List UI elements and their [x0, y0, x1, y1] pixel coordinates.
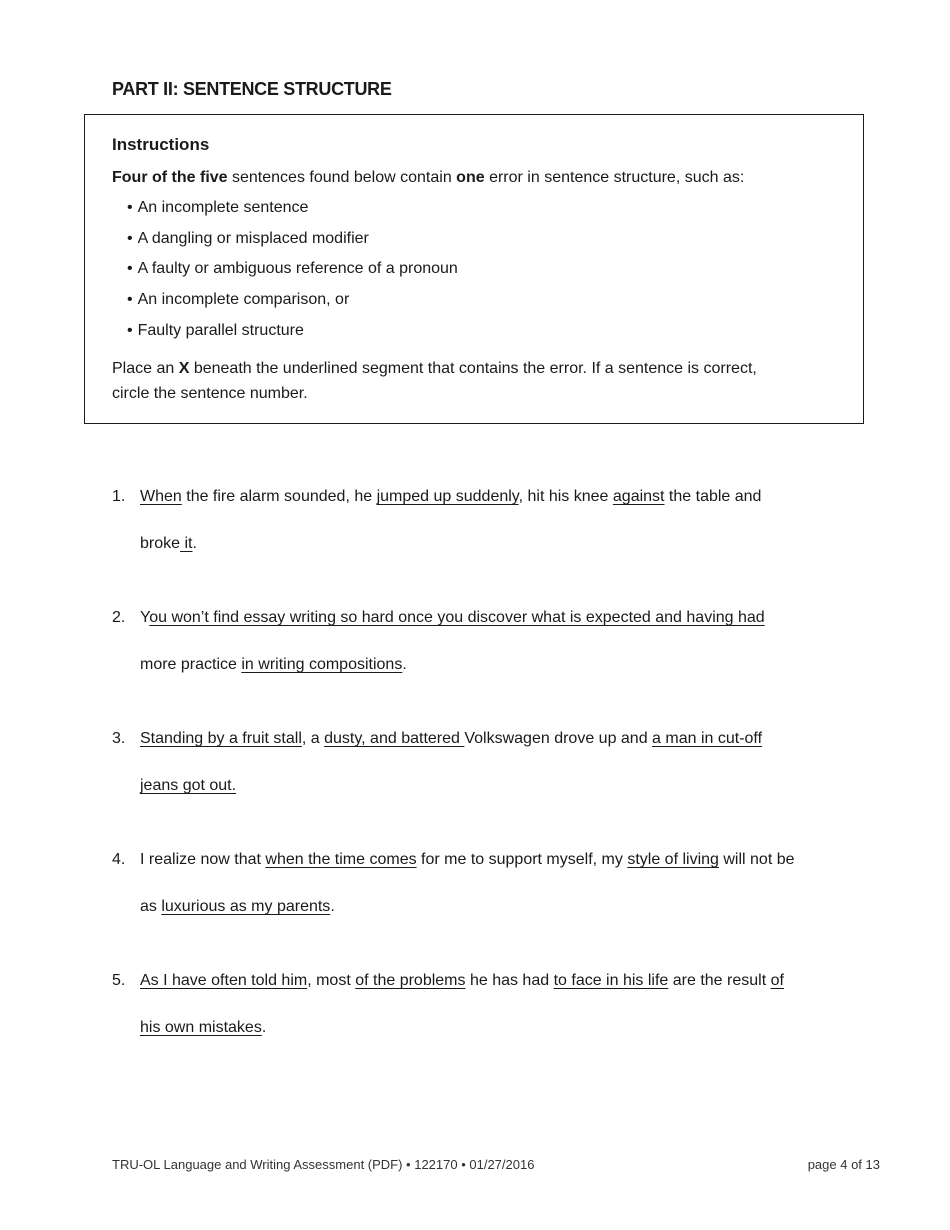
error-type-item: • A dangling or misplaced modifier — [127, 228, 458, 259]
underlined-segment[interactable]: in writing compositions — [241, 656, 403, 673]
underlined-segment[interactable]: luxurious as my parents — [161, 898, 331, 915]
footer-document-info: TRU-OL Language and Writing Assessment (PDF) • 122170 • 01/27/2016 — [112, 1157, 535, 1172]
intro-text: sentences found below contain — [227, 169, 457, 186]
underlined-segment[interactable]: of his own mistakes — [140, 972, 784, 1036]
sentence-text — [140, 594, 800, 688]
sentence-text — [140, 473, 800, 567]
sentence-fragment: , hit his knee — [518, 488, 613, 505]
error-types-list — [127, 197, 458, 350]
sentence-fragment: more practice — [140, 656, 242, 673]
error-type-item: • An incomplete sentence — [127, 197, 458, 228]
underlined-segment[interactable]: style of living — [627, 851, 719, 868]
intro-emphasis-one: one — [456, 169, 485, 186]
sentence-text — [140, 836, 800, 930]
sentence-text — [140, 715, 800, 809]
error-type-item: • Faulty parallel structure — [127, 320, 458, 351]
instructions-box — [84, 114, 864, 424]
sentence-fragment: the fire alarm sounded, he — [181, 488, 377, 505]
underlined-segment[interactable]: As I have often told him — [140, 972, 308, 989]
sentence-fragment: are the result — [668, 972, 771, 989]
underlined-segment[interactable]: it — [180, 535, 193, 552]
sentence-fragment: . — [330, 898, 335, 915]
instructions-intro — [112, 169, 744, 187]
sentence-fragment: the table and broke — [140, 488, 762, 552]
sentence-fragment: . — [402, 656, 407, 673]
part-title: PART II: SENTENCE STRUCTURE — [112, 79, 392, 99]
sentence-number[interactable]: 5. — [112, 972, 126, 989]
sentence-fragment: . — [261, 1019, 267, 1036]
placement-text-end: beneath the underlined segment that contains the error. If a sentence is correct, circle the sentence number. — [112, 360, 757, 402]
footer-page-number: page 4 of 13 — [807, 1157, 880, 1172]
underlined-segment[interactable]: a man in cut-off jeans got out. — [140, 730, 763, 794]
sentence-fragment: Y — [140, 609, 150, 626]
sentence-fragment: . — [192, 535, 197, 552]
sentence-fragment: for me to support myself, my — [416, 851, 628, 868]
underlined-segment[interactable]: ou won’t find essay writing so hard once you discover what is expected and having had — [149, 609, 765, 626]
instructions-placement — [112, 356, 772, 406]
sentence-number[interactable]: 2. — [112, 609, 126, 626]
sentence-number[interactable]: 4. — [112, 851, 126, 868]
sentence-number[interactable]: 1. — [112, 488, 126, 505]
sentence-text — [140, 957, 800, 1051]
intro-text-end: error in sentence structure, such as: — [484, 169, 745, 186]
error-type-item: • A faulty or ambiguous reference of a pronoun — [127, 258, 458, 289]
underlined-segment[interactable]: When — [140, 488, 182, 505]
error-type-item: • An incomplete comparison, or — [127, 289, 458, 320]
underlined-segment[interactable]: against — [612, 488, 665, 505]
underlined-segment[interactable]: jumped up suddenly — [376, 488, 519, 505]
underlined-segment[interactable]: to face in his life — [553, 972, 669, 989]
sentence-fragment: , most — [307, 972, 356, 989]
intro-emphasis-count: Four of the five — [112, 169, 228, 186]
sentence-number[interactable]: 3. — [112, 730, 126, 747]
placement-text: Place an — [112, 360, 179, 377]
underlined-segment[interactable]: Standing by a fruit stall — [140, 730, 302, 747]
underlined-segment[interactable]: dusty, and battered — [324, 730, 465, 747]
sentence-fragment: , a — [301, 730, 325, 747]
sentence-fragment: Volkswagen drove up and — [464, 730, 653, 747]
sentence-fragment: I realize now that — [140, 851, 266, 868]
placement-mark: X — [178, 360, 190, 377]
sentence-fragment: he has had — [465, 972, 554, 989]
underlined-segment[interactable]: of the problems — [355, 972, 466, 989]
underlined-segment[interactable]: when the time comes — [265, 851, 417, 868]
instructions-title: Instructions — [112, 135, 210, 154]
sentence-fragment: will not be as — [140, 851, 795, 915]
